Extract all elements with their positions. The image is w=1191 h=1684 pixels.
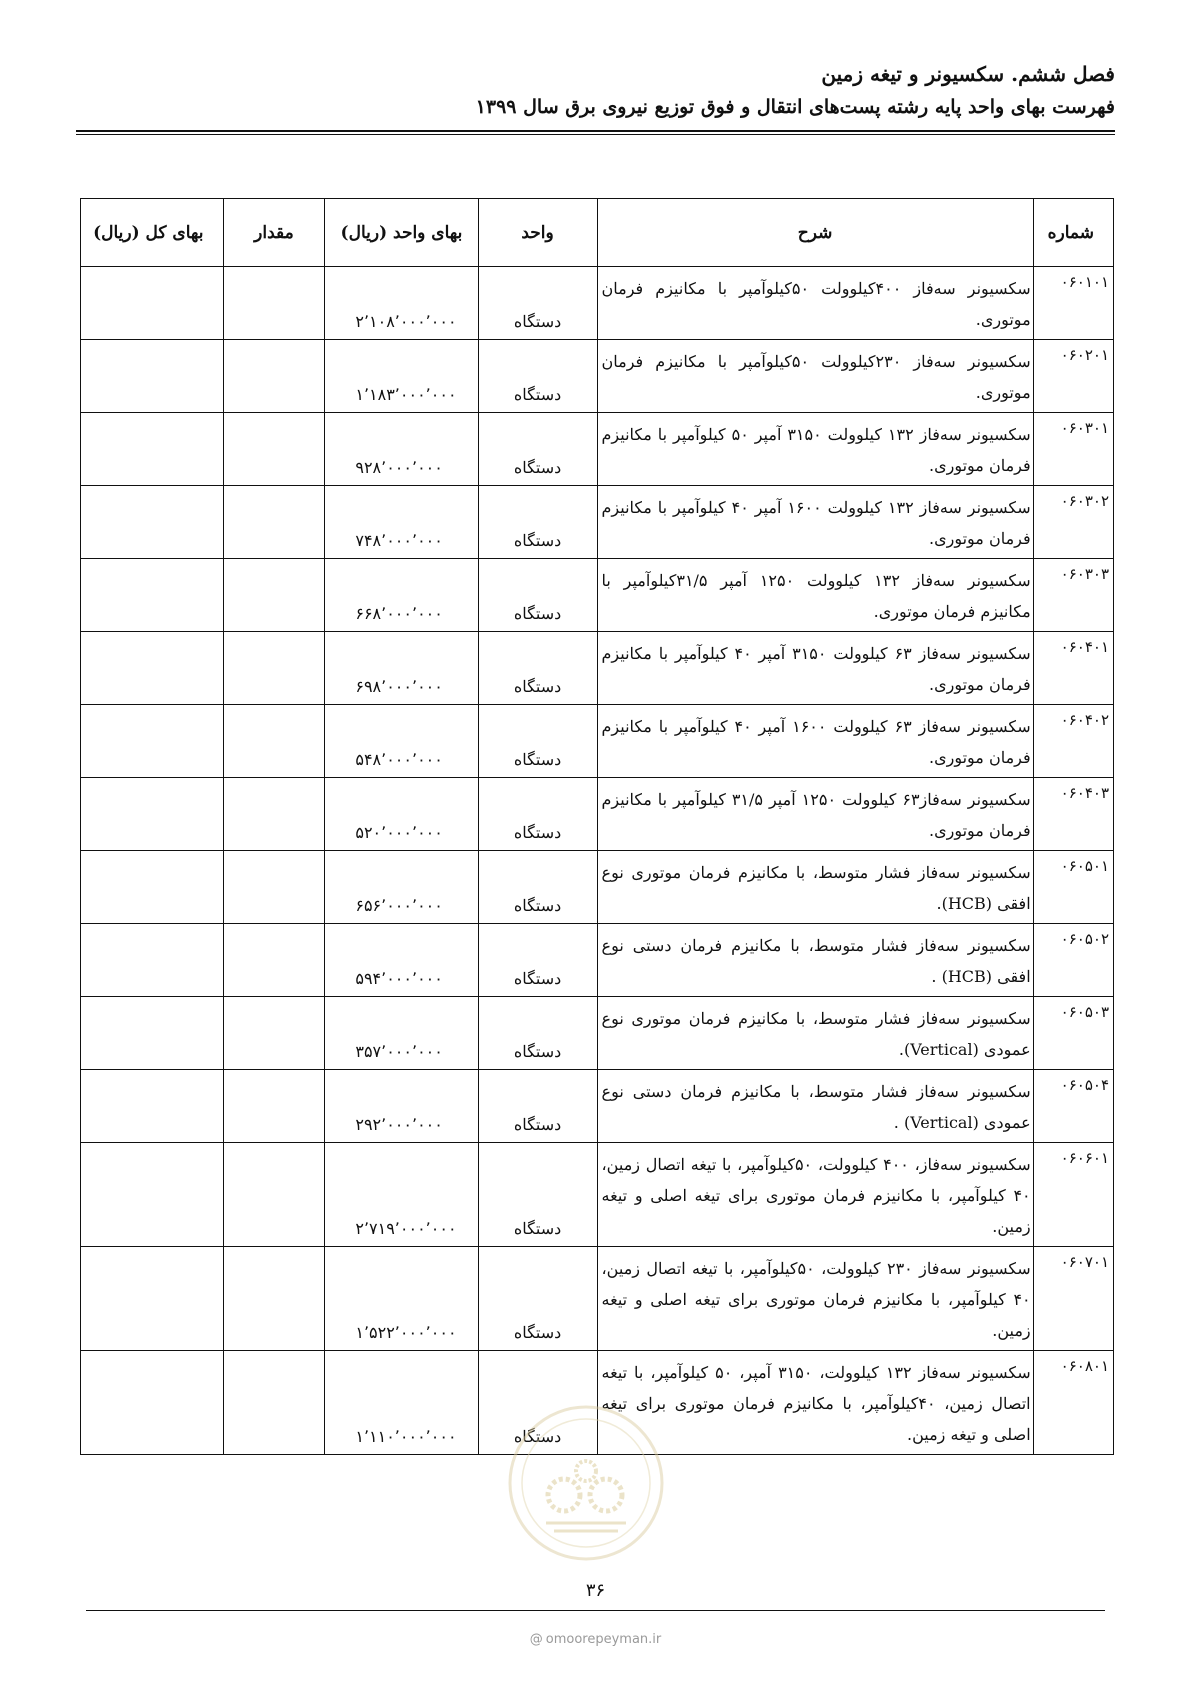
column-header-number: شماره [1033,199,1113,267]
item-total-price [81,924,224,997]
item-unit: دستگاه [478,632,597,705]
item-unit-price: ۲٬۷۱۹٬۰۰۰٬۰۰۰ [325,1143,478,1247]
item-unit-price: ۲۹۲٬۰۰۰٬۰۰۰ [325,1070,478,1143]
item-quantity [223,340,325,413]
item-unit: دستگاه [478,1351,597,1455]
column-header-description: شرح [597,199,1033,267]
item-total-price [81,486,224,559]
item-unit-price: ۱٬۱۱۰٬۰۰۰٬۰۰۰ [325,1351,478,1455]
item-unit-price: ۵۹۴٬۰۰۰٬۰۰۰ [325,924,478,997]
item-quantity [223,924,325,997]
item-unit: دستگاه [478,1143,597,1247]
table-row [81,1070,1114,1143]
item-number: ۰۶۰۵۰۳ [1033,997,1113,1070]
item-unit-price: ۶۶۸٬۰۰۰٬۰۰۰ [325,559,478,632]
table-row [81,705,1114,778]
item-total-price [81,851,224,924]
item-quantity [223,1351,325,1455]
item-total-price [81,267,224,340]
item-unit-price: ۵۲۰٬۰۰۰٬۰۰۰ [325,778,478,851]
table-row [81,851,1114,924]
item-total-price [81,632,224,705]
item-number: ۰۶۰۱۰۱ [1033,267,1113,340]
table-row [81,486,1114,559]
item-description: سکسیونر سه‌فاز ۲۳۰کیلوولت ۵۰کیلوآمپر با مکانیزم فرمان موتوری. [597,340,1033,413]
item-unit: دستگاه [478,486,597,559]
item-total-price [81,1143,224,1247]
item-unit: دستگاه [478,1247,597,1351]
item-number: ۰۶۰۳۰۱ [1033,413,1113,486]
item-description: سکسیونر سه‌فاز فشار متوسط، با مکانیزم فرمان موتوری نوع عمودی (Vertical). [597,997,1033,1070]
item-quantity [223,1070,325,1143]
item-unit-price: ۱٬۱۸۳٬۰۰۰٬۰۰۰ [325,340,478,413]
item-unit: دستگاه [478,559,597,632]
item-quantity [223,559,325,632]
item-description: سکسیونر سه‌فاز ۱۳۲ کیلوولت ۳۱۵۰ آمپر ۵۰ کیلوآمپر با مکانیزم فرمان موتوری. [597,413,1033,486]
item-total-price [81,778,224,851]
footer-rule [86,1610,1105,1611]
item-unit: دستگاه [478,1070,597,1143]
item-description: سکسیونر سه‌فاز فشار متوسط، با مکانیزم فرمان دستی نوع افقی (HCB) . [597,924,1033,997]
item-unit-price: ۳۵۷٬۰۰۰٬۰۰۰ [325,997,478,1070]
item-number: ۰۶۰۳۰۳ [1033,559,1113,632]
item-unit-price: ۷۴۸٬۰۰۰٬۰۰۰ [325,486,478,559]
item-number: ۰۶۰۳۰۲ [1033,486,1113,559]
item-quantity [223,997,325,1070]
at-icon: @ [529,1632,543,1647]
document-subtitle: فهرست بهای واحد پایه رشته پست‌های انتقال و فوق توزیع نیروی برق سال ۱۳۹۹ [475,96,1115,118]
item-quantity [223,267,325,340]
item-total-price [81,559,224,632]
table-row [81,413,1114,486]
column-header-unit-price: بهای واحد (ریال) [325,199,478,267]
item-quantity [223,1247,325,1351]
item-description: سکسیونر سه‌فاز ۶۳ کیلوولت ۳۱۵۰ آمپر ۴۰ کیلوآمپر با مکانیزم فرمان موتوری. [597,632,1033,705]
table-row [81,1143,1114,1247]
item-total-price [81,997,224,1070]
item-number: ۰۶۰۷۰۱ [1033,1247,1113,1351]
item-quantity [223,778,325,851]
header-rule-thick [76,130,1115,132]
item-number: ۰۶۰۸۰۱ [1033,1351,1113,1455]
chapter-title: فصل ششم. سکسیونر و تیغه زمین [821,62,1115,86]
table-row [81,632,1114,705]
table-row [81,340,1114,413]
item-unit: دستگاه [478,778,597,851]
item-quantity [223,413,325,486]
item-total-price [81,1247,224,1351]
item-description: سکسیونر سه‌فاز۶۳ کیلوولت ۱۲۵۰ آمپر ۳۱/۵ کیلوآمپر با مکانیزم فرمان موتوری. [597,778,1033,851]
item-unit: دستگاه [478,413,597,486]
item-description: سکسیونر سه‌فاز ۶۳ کیلوولت ۱۶۰۰ آمپر ۴۰ کیلوآمپر با مکانیزم فرمان موتوری. [597,705,1033,778]
table-row [81,1247,1114,1351]
item-description: سکسیونر سه‌فاز ۱۳۲ کیلوولت ۱۶۰۰ آمپر ۴۰ کیلوآمپر با مکانیزم فرمان موتوری. [597,486,1033,559]
column-header-total-price: بهای کل (ریال) [81,199,224,267]
item-number: ۰۶۰۴۰۱ [1033,632,1113,705]
column-header-quantity: مقدار [223,199,325,267]
item-unit: دستگاه [478,997,597,1070]
item-unit-price: ۱٬۵۲۲٬۰۰۰٬۰۰۰ [325,1247,478,1351]
item-number: ۰۶۰۵۰۴ [1033,1070,1113,1143]
table-row [81,997,1114,1070]
item-quantity [223,632,325,705]
item-unit-price: ۲٬۱۰۸٬۰۰۰٬۰۰۰ [325,267,478,340]
item-unit: دستگاه [478,924,597,997]
item-description: سکسیونر سه‌فاز، ۴۰۰ کیلوولت، ۵۰کیلوآمپر، با تیغه اتصال زمین، ۴۰ کیلوآمپر، با مکانیزم فرمان موتوری برای تیغه اصلی و تیغه زمین. [597,1143,1033,1247]
item-number: ۰۶۰۵۰۲ [1033,924,1113,997]
header-rule-thin [76,134,1115,135]
item-total-price [81,1351,224,1455]
table-row [81,267,1114,340]
item-total-price [81,413,224,486]
price-table [80,198,1114,1455]
item-description: سکسیونر سه‌فاز ۲۳۰ کیلوولت، ۵۰کیلوآمپر، با تیغه اتصال زمین، ۴۰ کیلوآمپر، با مکانیزم فرمان موتوری برای تیغه اصلی و تیغه زمین. [597,1247,1033,1351]
item-number: ۰۶۰۲۰۱ [1033,340,1113,413]
table-row [81,559,1114,632]
item-number: ۰۶۰۴۰۳ [1033,778,1113,851]
item-quantity [223,486,325,559]
item-description: سکسیونر سه‌فاز ۱۳۲ کیلوولت، ۳۱۵۰ آمپر، ۵۰ کیلوآمپر، با تیغه اتصال زمین، ۴۰کیلوآمپر، با مکانیزم فرمان موتوری برای تیغه اصلی و تیغه زمین. [597,1351,1033,1455]
table-row [81,1351,1114,1455]
item-unit: دستگاه [478,267,597,340]
item-unit: دستگاه [478,705,597,778]
item-number: ۰۶۰۴۰۲ [1033,705,1113,778]
item-unit-price: ۶۵۶٬۰۰۰٬۰۰۰ [325,851,478,924]
item-description: سکسیونر سه‌فاز ۱۳۲ کیلوولت ۱۲۵۰ آمپر ۳۱/۵کیلوآمپر با مکانیزم فرمان موتوری. [597,559,1033,632]
item-unit-price: ۵۴۸٬۰۰۰٬۰۰۰ [325,705,478,778]
item-quantity [223,1143,325,1247]
footer-website [0,1632,1191,1647]
item-number: ۰۶۰۵۰۱ [1033,851,1113,924]
website-text: omoorepeyman.ir [545,1632,662,1647]
item-total-price [81,705,224,778]
item-quantity [223,705,325,778]
item-total-price [81,340,224,413]
column-header-unit: واحد [478,199,597,267]
item-description: سکسیونر سه‌فاز ۴۰۰کیلوولت ۵۰کیلوآمپر با مکانیزم فرمان موتوری. [597,267,1033,340]
item-unit-price: ۶۹۸٬۰۰۰٬۰۰۰ [325,632,478,705]
item-number: ۰۶۰۶۰۱ [1033,1143,1113,1247]
item-description: سکسیونر سه‌فاز فشار متوسط، با مکانیزم فرمان دستی نوع عمودی (Vertical) . [597,1070,1033,1143]
item-total-price [81,1070,224,1143]
item-description: سکسیونر سه‌فاز فشار متوسط، با مکانیزم فرمان موتوری نوع افقی (HCB). [597,851,1033,924]
item-quantity [223,851,325,924]
item-unit: دستگاه [478,340,597,413]
table-row [81,778,1114,851]
table-row [81,924,1114,997]
item-unit-price: ۹۲۸٬۰۰۰٬۰۰۰ [325,413,478,486]
item-unit: دستگاه [478,851,597,924]
page-number: ۳۶ [585,1580,606,1601]
table-header-row [81,199,1114,267]
